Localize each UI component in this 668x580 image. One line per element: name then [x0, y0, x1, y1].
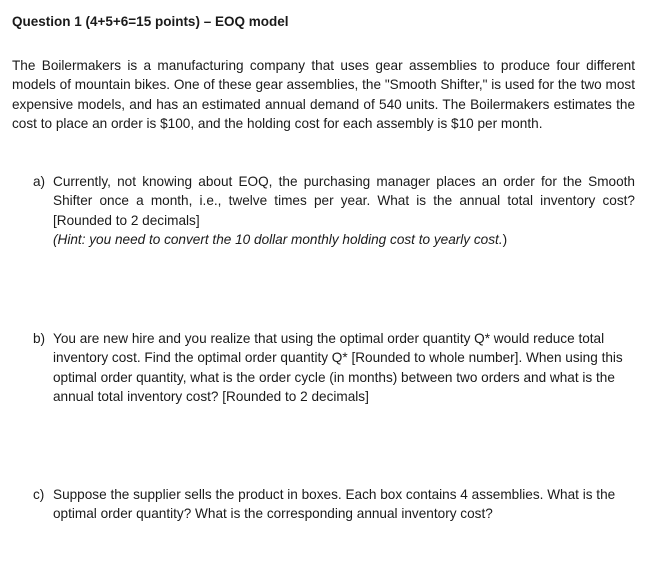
question-a-hint-text: (Hint: you need to convert the 10 dollar monthly holding cost to yearly cost. — [53, 231, 503, 247]
question-a-hint — [53, 230, 635, 249]
question-title: Question 1 (4+5+6=15 points) – EOQ model — [12, 14, 289, 29]
intro-paragraph: The Boilermakers is a manufacturing company that uses gear assemblies to produce four different models of mountain bikes. One of these gear assemblies, the "Smooth Shifter," is used for the two most expensive models, and has an estimated annual demand of 540 units. The Boilermakers estimates the cost to place an order is $100, and the holding cost for each assembly is $10 per month. — [12, 58, 635, 131]
question-a-body — [53, 172, 635, 249]
question-c-marker: c) — [33, 487, 45, 502]
question-b-text: You are new hire and you realize that using the optimal order quantity Q* would reduce total inventory cost. Find the optimal order quantity Q* [Rounded to whole number]. When using this optimal order quantity, what is the order cycle (in months) between two orders and what is the annual total inventory cost? [Rounded to 2 decimals] — [53, 331, 623, 404]
question-a-text: Currently, not knowing about EOQ, the purchasing manager places an order for the Smooth Shifter once a month, i.e., twelve times per year. What is the annual total inventory cost? [Rounded to 2 decimals] — [53, 174, 635, 228]
question-c-text: Suppose the supplier sells the product in boxes. Each box contains 4 assemblies. What is the optimal order quantity? What is the corresponding annual inventory cost? — [53, 487, 616, 522]
question-a-marker: a) — [33, 174, 46, 189]
question-a-hint-close: ) — [502, 231, 508, 247]
question-b-marker: b) — [33, 331, 46, 346]
